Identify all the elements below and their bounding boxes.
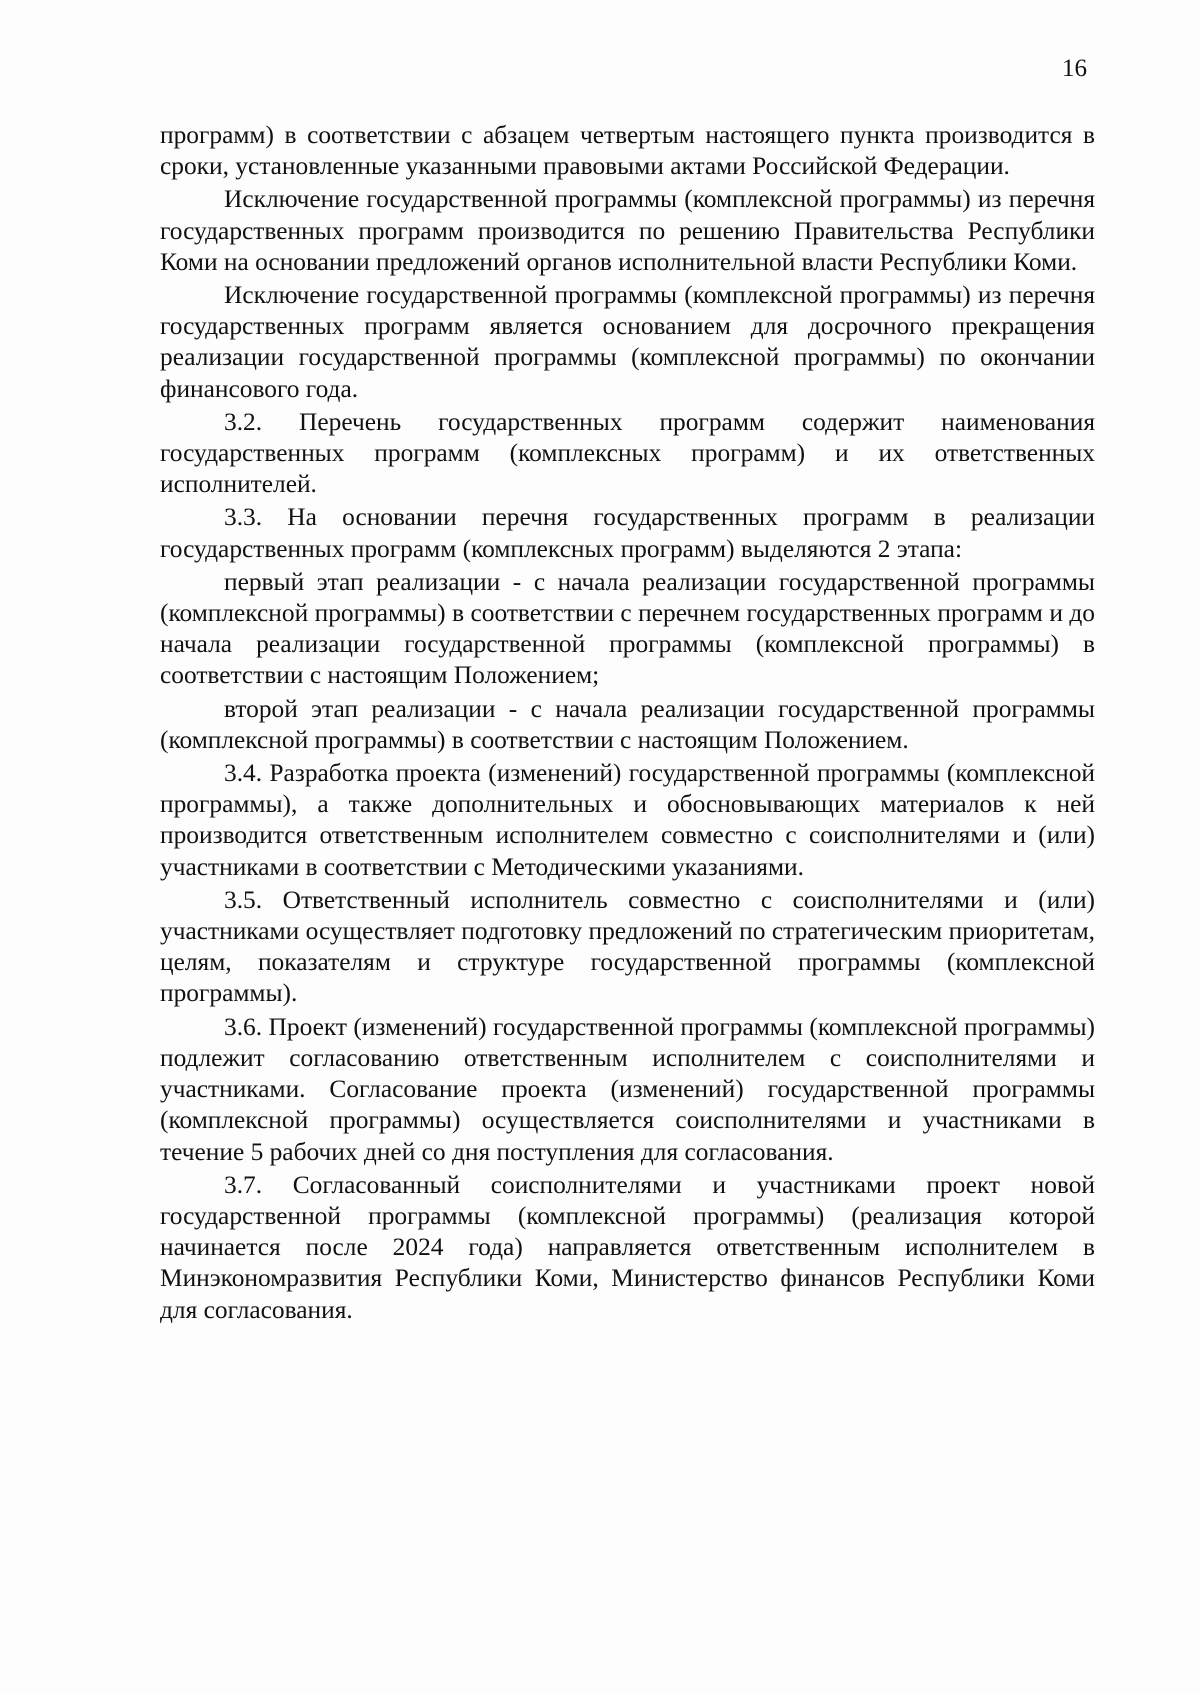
paragraph-exclusion-procedure: Исключение государственной программы (комплексной программы) из перечня государственных программ производится по решению Правительства Республики Коми на основании предложений органов исполнительной власти Республики Коми.	[160, 185, 1095, 276]
paragraph-3-3: 3.3. На основании перечня государственных программ в реализации государственных программ (комплексных программ) выделяются 2 этапа:	[160, 503, 1095, 563]
paragraph-3-6: 3.6. Проект (изменений) государственной программы (комплексной программы) подлежит согласованию ответственным исполнителем с соисполнителями и участниками. Согласование проекта (изменений) государственной программы (комплексной программы) осуществляется соисполнителями и участниками в течение 5 рабочих дней со дня поступления для согласования.	[160, 1012, 1095, 1166]
paragraph-3-4: 3.4. Разработка проекта (изменений) государственной программы (комплексной программы), а также дополнительных и обосновывающих материалов к ней производится ответственным исполнителем совместно с соисполнителями и (или) участниками в соответствии с Методическими указаниями.	[160, 759, 1095, 881]
document-body	[160, 120, 1095, 1328]
paragraph-exclusion-consequence: Исключение государственной программы (комплексной программы) из перечня государственных программ является основанием для досрочного прекращения реализации государственной программы (комплексной программы) по окончании финансового года.	[160, 281, 1095, 403]
paragraph-3-5: 3.5. Ответственный исполнитель совместно с соисполнителями и (или) участниками осуществляет подготовку предложений по стратегическим приоритетам, целям, показателям и структуре государственной программы (комплексной программы).	[160, 885, 1095, 1008]
paragraph-continuation: программ) в соответствии с абзацем четвертым настоящего пункта производится в сроки, установленные указанными правовыми актами Российской Федерации.	[160, 121, 1095, 181]
paragraph-3-2: 3.2. Перечень государственных программ содержит наименования государственных программ (комплексных программ) и их ответственных исполнителей.	[160, 407, 1095, 499]
paragraph-first-stage: первый этап реализации - с начала реализации государственной программы (комплексной программы) в соответствии с перечнем государственных программ и до начала реализации государственной программы (комплексной программы) в соответствии с настоящим Положением;	[160, 567, 1095, 690]
page-number: 16	[1062, 55, 1087, 82]
paragraph-3-7: 3.7. Согласованный соисполнителями и участниками проект новой государственной программы (комплексной программы) (реализация которой начинается после 2024 года) направляется ответственным исполнителем в Минэкономразвития Республики Коми, Министерство финансов Республики Коми для согласования.	[160, 1170, 1095, 1324]
paragraph-second-stage: второй этап реализации - с начала реализации государственной программы (комплексной программы) в соответствии с настоящим Положением.	[160, 694, 1095, 754]
